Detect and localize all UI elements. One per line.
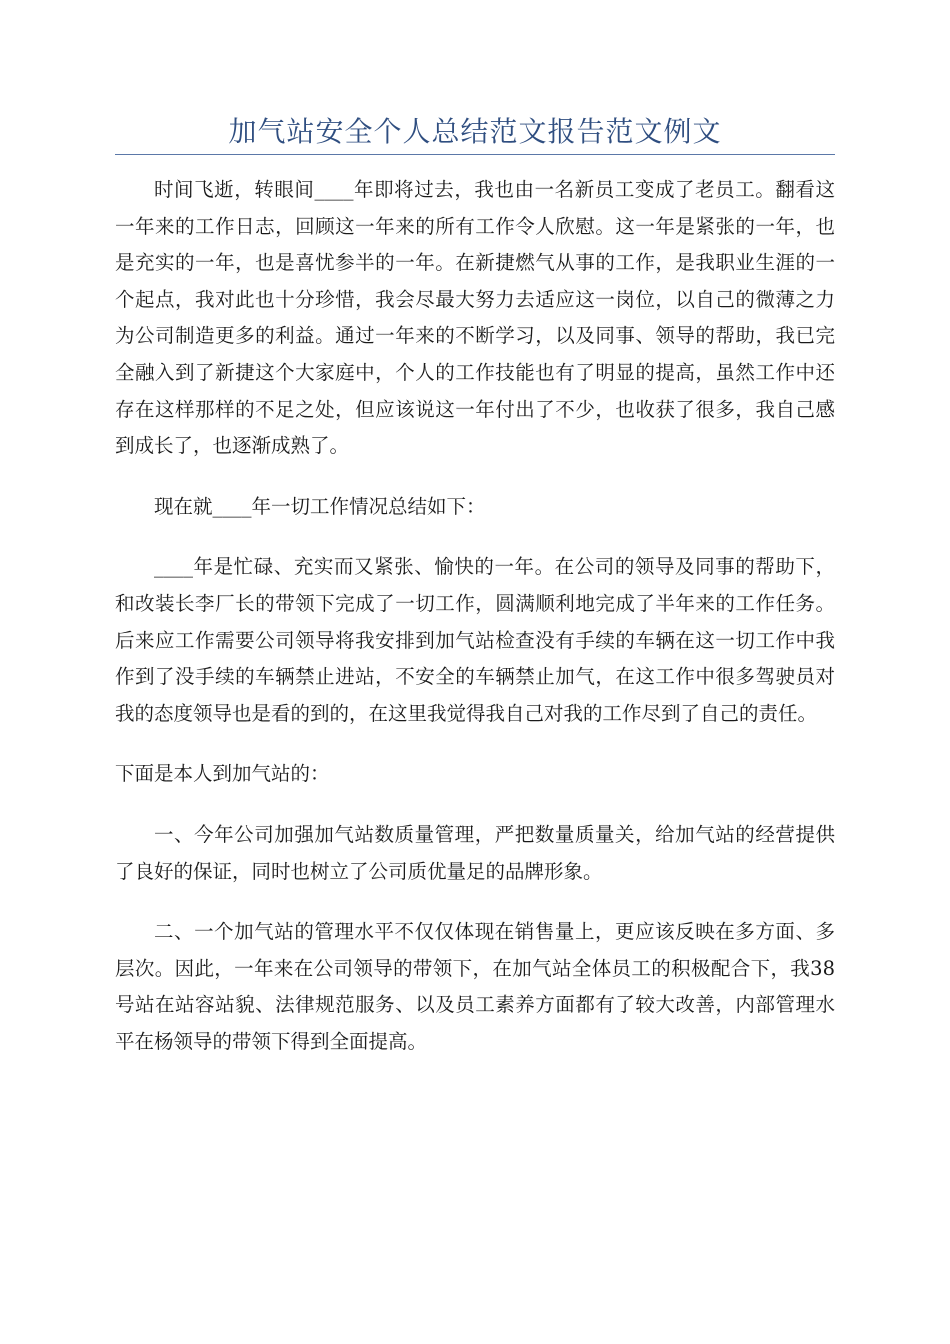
- paragraph-point-one: 一、今年公司加强加气站数质量管理，严把数量质量关，给加气站的经营提供了良好的保证，同时也树立了公司质优量足的品牌形象。: [115, 822, 835, 883]
- title-underline: [115, 154, 835, 155]
- paragraph-station-lead: 下面是本人到加气站的：: [115, 762, 330, 786]
- paragraph-summary-lead: 现在就____年一切工作情况总结如下：: [154, 494, 486, 518]
- document-title: 加气站安全个人总结范文报告范文例文: [228, 115, 722, 148]
- paragraph-year-review: ____年是忙碌、充实而又紧张、愉快的一年。在公司的领导及同事的帮助下，和改装长李厂长的带领下完成了一切工作，圆满顺利地完成了半年来的工作任务。后来应工作需要公司领导将我安排到加气站检查没有手续的车辆在这一切工作中我作到了没手续的车辆禁止进站，不安全的车辆禁止加气，在这工作中很多驾驶员对我的态度领导也是看的到的，在这里我觉得我自己对我的工作尽到了自己的责任。: [115, 555, 835, 725]
- document-body: [115, 172, 835, 1060]
- paragraph-point-two: 二、一个加气站的管理水平不仅仅体现在销售量上，更应该反映在多方面、多层次。因此，一年来在公司领导的带领下，在加气站全体员工的积极配合下，我38号站在站容站貌、法律规范服务、以及员工素养方面都有了较大改善，内部管理水平在杨领导的带领下得到全面提高。: [115, 920, 835, 1053]
- paragraph-intro: 时间飞逝，转眼间____年即将过去，我也由一名新员工变成了老员工。翻看这一年来的工作日志，回顾这一年来的所有工作令人欣慰。这一年是紧张的一年，也是充实的一年，也是喜忧参半的一年。在新捷燃气从事的工作，是我职业生涯的一个起点，我对此也十分珍惜，我会尽最大努力去适应这一岗位，以自己的微薄之力为公司制造更多的利益。通过一年来的不断学习，以及同事、领导的帮助，我已完全融入到了新捷这个大家庭中，个人的工作技能也有了明显的提高，虽然工作中还存在这样那样的不足之处，但应该说这一年付出了不少，也收获了很多，我自己感到成长了，也逐渐成熟了。: [115, 178, 835, 458]
